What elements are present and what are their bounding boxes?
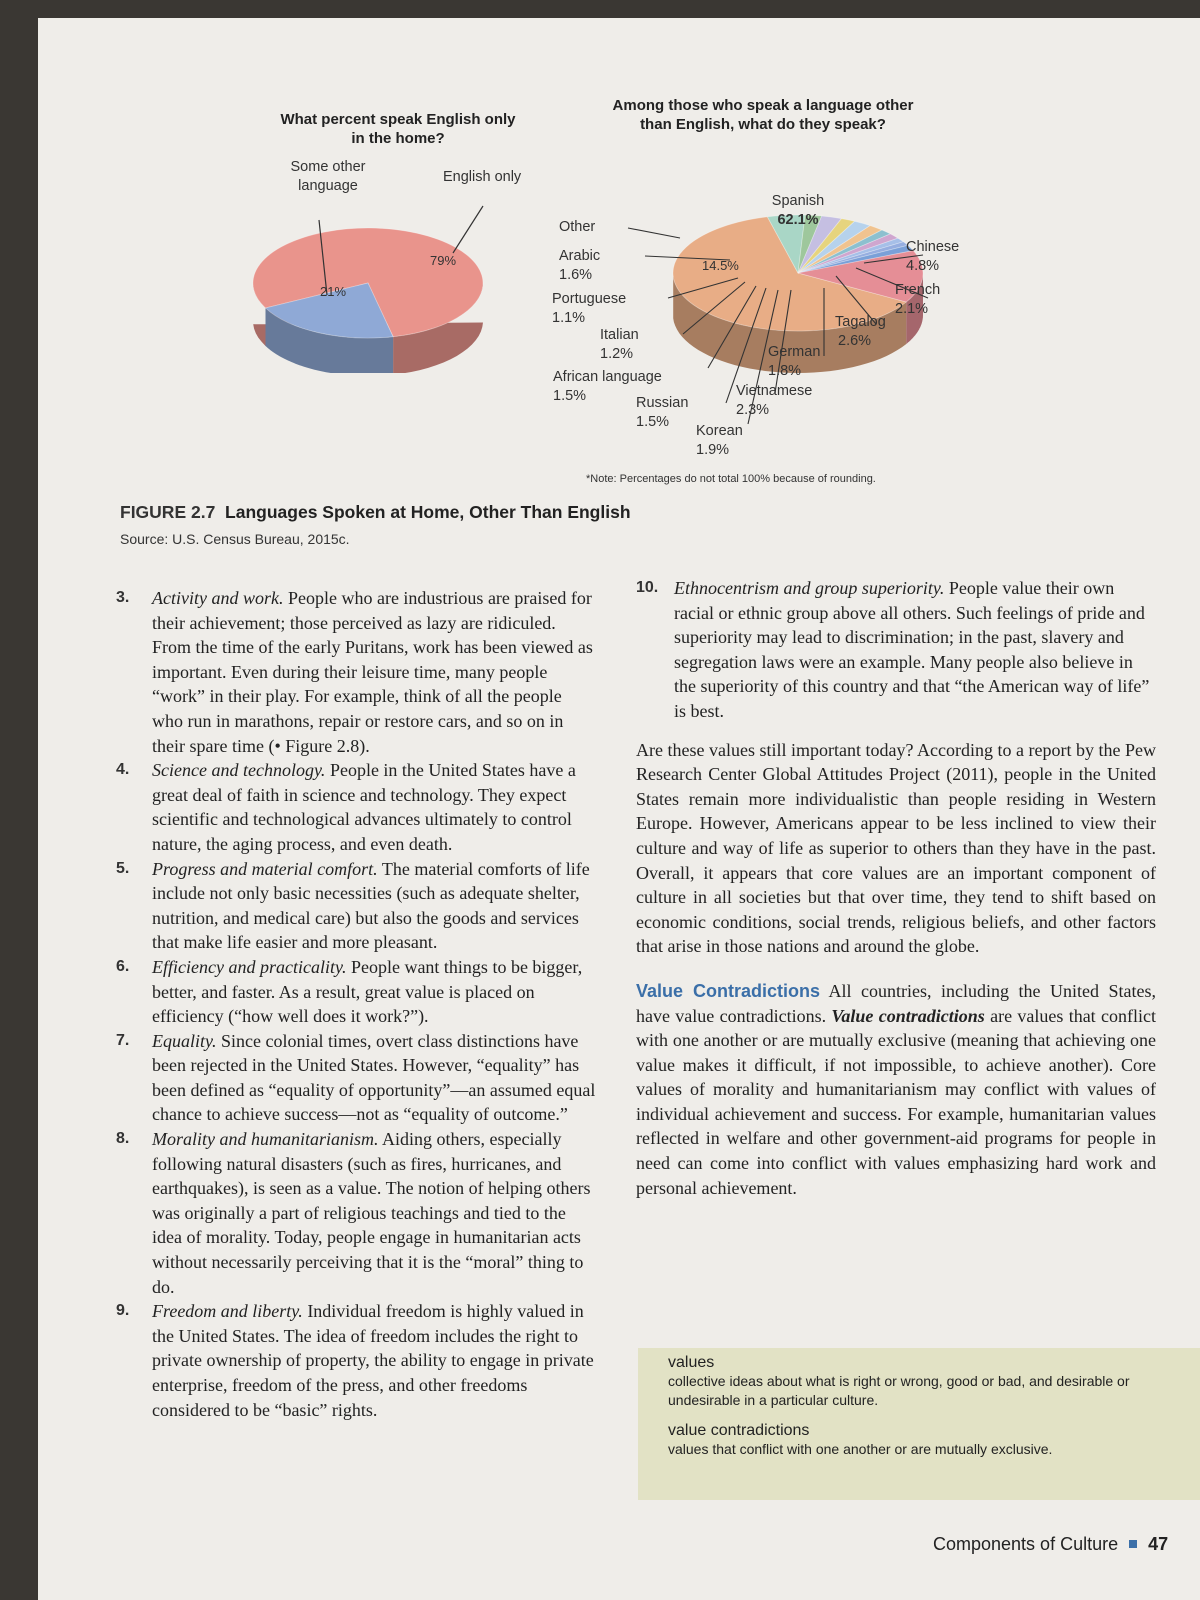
label-arabic: Arabic — [559, 248, 601, 264]
right-chart-title: Among those who speak a language other than English, what do they speak? — [612, 97, 914, 133]
item-title: Equality. — [152, 1030, 217, 1051]
item-title: Morality and humanitarianism. — [152, 1129, 379, 1150]
item-number: 6. — [116, 957, 130, 975]
label-french: French — [895, 282, 941, 298]
item-title: Ethnocentrism and group superiority. — [674, 578, 945, 598]
page-number: 47 — [1148, 1534, 1169, 1554]
figure-source: Source: U.S. Census Bureau, 2015c. — [120, 531, 350, 547]
list-item — [116, 586, 596, 758]
list-item — [116, 1029, 596, 1127]
item-title: Freedom and liberty. — [152, 1301, 303, 1322]
paragraph-pew: Are these values still important today? According to a report by the Pew Research Center Global Attitudes Project (2011), people in the United States remain more individualistic than people residing in Western Europe. However, Americans appear to be less inclined to view their culture and way of life as superior to others than they have in the past. Overall, it appears that core values are an important component of culture in all societies but that over time, they tend to shift based on economic conditions, social trends, religious beliefs, and other factors that arise in those nations and around the globe. — [636, 739, 1156, 957]
item-text: Since colonial times, overt class distinctions have been rejected in the United States. However, “equality” has been defined as “equality of opportunity”—an assumed equal chance to achieve success—not as “equality of outcome.” — [152, 1030, 596, 1125]
glossary-definition: collective ideas about what is right or wrong, good or bad, and desirable or undesirable in a particular culture. — [668, 1373, 1130, 1408]
text-span: All countries, including the United States, have value contradictions. — [636, 980, 1156, 1026]
label-german: German — [768, 344, 821, 360]
item-title: Efficiency and practicality. — [152, 956, 347, 977]
value-spanish: 62.1% — [777, 212, 819, 228]
page-footer — [933, 1534, 1168, 1555]
item-text: People in the United States have a great deal of faith in science and technology. They expect scientific and technological advances ultimately to control nature, the aging process, and even death. — [152, 760, 576, 854]
item-text: People value their own racial or ethnic group above all others. Such feelings of pride and superiority may lead to discrimination; in the past, slavery and segregation laws were an example. Many people also believe in the superiority of this country and that “the American way of life” is best. — [674, 578, 1150, 721]
value-portuguese: 1.1% — [552, 310, 586, 326]
value-other: 14.5% — [702, 258, 739, 273]
value-italian: 1.2% — [600, 346, 634, 362]
item-title: Activity and work. — [152, 588, 284, 608]
label-79-percent: 79% — [430, 253, 457, 268]
item-text: People want things to be bigger, better, and faster. As a result, great value is placed on efficiency (“how well does it work?”). — [152, 956, 583, 1027]
list-item — [116, 1299, 596, 1422]
glossary-box — [638, 1348, 1200, 1500]
value-arabic: 1.6% — [559, 267, 593, 283]
label-other: Other — [559, 219, 596, 235]
key-term: Value contradictions — [831, 1005, 985, 1026]
right-column — [636, 576, 1156, 1200]
item-number: 8. — [116, 1130, 130, 1148]
label-vietnamese: Vietnamese — [736, 383, 813, 399]
footer-section: Components of Culture — [933, 1534, 1119, 1554]
item-title: Science and technology. — [152, 760, 326, 781]
label-english-only: English only — [443, 169, 522, 185]
list-item — [116, 955, 596, 1029]
left-chart-title: What percent speak English only in the home? — [280, 111, 516, 147]
item-text: The material comforts of life include not only basic necessities (such as adequate shelter, nutrition, and medical care) but also the goods and services that make life easier and more pleasant. — [152, 858, 590, 953]
value-korean: 1.9% — [696, 442, 730, 458]
item-text: Individual freedom is highly valued in the United States. The idea of freedom includes the right to private ownership of property, the ability to engage in private enterprise, freedom of the press, and other freedoms considered to be “basic” rights. — [152, 1301, 594, 1420]
left-column — [116, 586, 596, 1422]
label-african-language: African language — [553, 369, 662, 385]
section-heading: Value Contradictions — [636, 980, 821, 1001]
glossary-term: values — [668, 1354, 715, 1371]
label-tagalog: Tagalog — [835, 314, 886, 330]
item-text: Aiding others, especially following natural disasters (such as fires, hurricanes, and earthquakes), is seen as a value. The notion of helping others was originally a part of religious teachings and tied to the idea of morality. Today, people engage in humanitarian acts without necessarily perceiving that it is the “moral” thing to do. — [152, 1129, 591, 1297]
value-vietnamese: 2.3% — [736, 402, 770, 418]
label-chinese: Chinese — [906, 239, 960, 255]
paragraph-value-contradictions — [636, 979, 1156, 1200]
label-some-other-language: Some other language — [290, 159, 366, 194]
leader-other — [628, 228, 680, 238]
glossary-definition: values that conflict with one another or are mutually exclusive. — [668, 1441, 1053, 1457]
item-number: 3. — [116, 589, 130, 606]
footer-square-icon — [1129, 1540, 1137, 1548]
value-tagalog: 2.6% — [838, 333, 872, 349]
textbook-page — [38, 18, 1200, 1600]
label-21-percent: 21% — [320, 284, 347, 299]
figure-title: Languages Spoken at Home, Other Than English — [225, 502, 631, 522]
figure-number: FIGURE 2.7 — [120, 502, 216, 522]
item-number: 10. — [636, 579, 659, 596]
list-item — [116, 857, 596, 955]
text-span: are values that conflict with one another or are mutually exclusive (meaning that achieving one value makes it difficult, if not impossible, to achieve another). Core values of morality and humanitarianism may conflict with values of individual achievement and success. For example, humanitarian values reflected in welfare and other government-aid programs for people in need can come into conflict with values emphasizing hard work and personal achievement. — [636, 1005, 1156, 1198]
item-number: 9. — [116, 1302, 130, 1320]
glossary-term: value contradictions — [668, 1422, 810, 1439]
list-item — [116, 758, 596, 856]
value-chinese: 4.8% — [906, 258, 940, 274]
item-text: People who are industrious are praised for their achievement; those perceived as lazy are ridiculed. From the time of the early Puritans, work has been viewed as important. Even during their leisure time, many people “work” in their play. For example, think of all the people who run in marathons, repair or restore cars, and so on in their spare time (• Figure 2.8). — [152, 588, 593, 756]
list-item — [636, 576, 1156, 724]
value-french: 2.1% — [895, 301, 929, 317]
figure-caption — [120, 502, 631, 523]
value-russian: 1.5% — [636, 414, 670, 430]
item-number: 7. — [116, 1031, 130, 1049]
chart-note: *Note: Percentages do not total 100% because of rounding. — [586, 473, 876, 485]
value-german: 1.8% — [768, 363, 802, 379]
value-african-language: 1.5% — [553, 388, 587, 404]
label-italian: Italian — [600, 327, 639, 343]
list-item — [116, 1127, 596, 1299]
item-number: 4. — [116, 761, 130, 779]
leader-line-english — [453, 206, 483, 253]
label-portuguese: Portuguese — [552, 291, 627, 307]
item-number: 5. — [116, 859, 130, 877]
label-russian: Russian — [636, 395, 689, 411]
label-spanish: Spanish — [771, 193, 825, 209]
item-title: Progress and material comfort. — [152, 858, 378, 879]
english-only-pie-chart — [243, 183, 543, 373]
label-korean: Korean — [696, 423, 743, 439]
